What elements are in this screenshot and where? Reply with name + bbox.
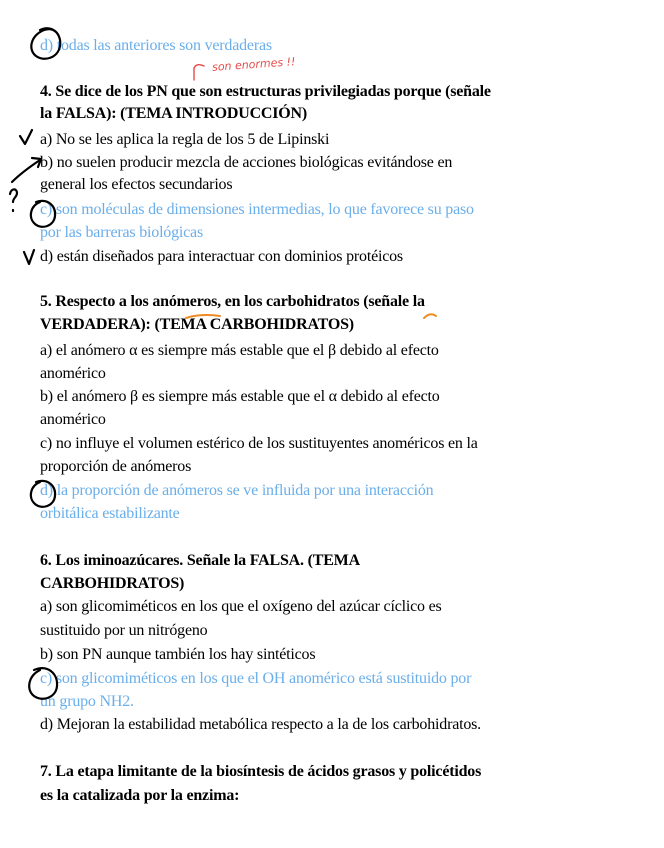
handwritten-note: son enormes !! [211, 55, 296, 74]
question-5-line-2: VERDADERA): (TEMA CARBOHIDRATOS) [40, 316, 354, 333]
q6-option-c-line-1: c) son glicomiméticos en los que el OH anomérico está sustituido por [40, 670, 472, 687]
q5-option-c-line-2: proporción de anómeros [40, 458, 192, 475]
question-4-line-1: 4. Se dice de los PN que son estructuras privilegiadas porque (señale [40, 83, 491, 100]
q4-option-d: d) están diseñados para interactuar con dominios protéicos [40, 248, 403, 265]
q4-option-a: a) No se les aplica la regla de los 5 de Lipinski [40, 131, 330, 148]
prev-answer-d: d) todas las anteriores son verdaderas [40, 37, 272, 54]
q5-option-a-line-1: a) el anómero α es siempre más estable que el β debido al efecto [40, 342, 439, 359]
highlight-stroke-icon [424, 314, 436, 318]
q6-option-a-line-1: a) son glicomiméticos en los que el oxígeno del azúcar cíclico es [40, 598, 442, 615]
question-6-line-2: CARBOHIDRATOS) [40, 575, 185, 592]
q5-option-c-line-1: c) no influye el volumen estérico de los sustituyentes anoméricos en la [40, 435, 478, 452]
question-7-line-1: 7. La etapa limitante de la biosíntesis de ácidos grasos y policétidos [40, 763, 482, 780]
question-mark-icon [10, 189, 17, 211]
q5-option-b-line-1: b) el anómero β es siempre más estable que el α debido al efecto [40, 388, 440, 405]
question-7-line-2: es la catalizada por la enzima: [40, 787, 240, 804]
q5-option-d-line-1: d) la proporción de anómeros se ve influida por una interacción [40, 482, 434, 499]
q6-option-a-line-2: sustituido por un nitrógeno [40, 622, 208, 639]
q6-option-b: b) son PN aunque también los hay sintéticos [40, 646, 316, 663]
arrow-mark-icon [12, 158, 41, 182]
q4-option-b-line-1: b) no suelen producir mezcla de acciones biológicas evitándose en [40, 154, 453, 171]
q5-option-d-line-2: orbitálica estabilizante [40, 505, 180, 522]
check-mark-icon [20, 130, 32, 144]
q4-option-c-line-1: c) son moléculas de dimensiones intermedias, lo que favorece su paso [40, 201, 474, 218]
q5-option-b-line-2: anomérico [40, 411, 106, 428]
q5-option-a-line-2: anomérico [40, 365, 106, 382]
q6-option-c-line-2: un grupo NH2. [40, 693, 134, 710]
question-5-line-1: 5. Respecto a los anómeros, en los carbohidratos (señale la [40, 293, 425, 310]
q4-option-b-line-2: general los efectos secundarios [40, 176, 233, 193]
caret-mark-icon [194, 65, 204, 80]
question-4-line-2: la FALSA): (TEMA INTRODUCCIÓN) [40, 105, 308, 122]
question-6-line-1: 6. Los iminoazúcares. Señale la FALSA. (TEMA [40, 552, 360, 569]
q6-option-d: d) Mejoran la estabilidad metabólica respecto a la de los carbohidratos. [40, 716, 481, 733]
check-mark-icon [24, 250, 34, 264]
q4-option-c-line-2: por las barreras biológicas [40, 224, 203, 241]
